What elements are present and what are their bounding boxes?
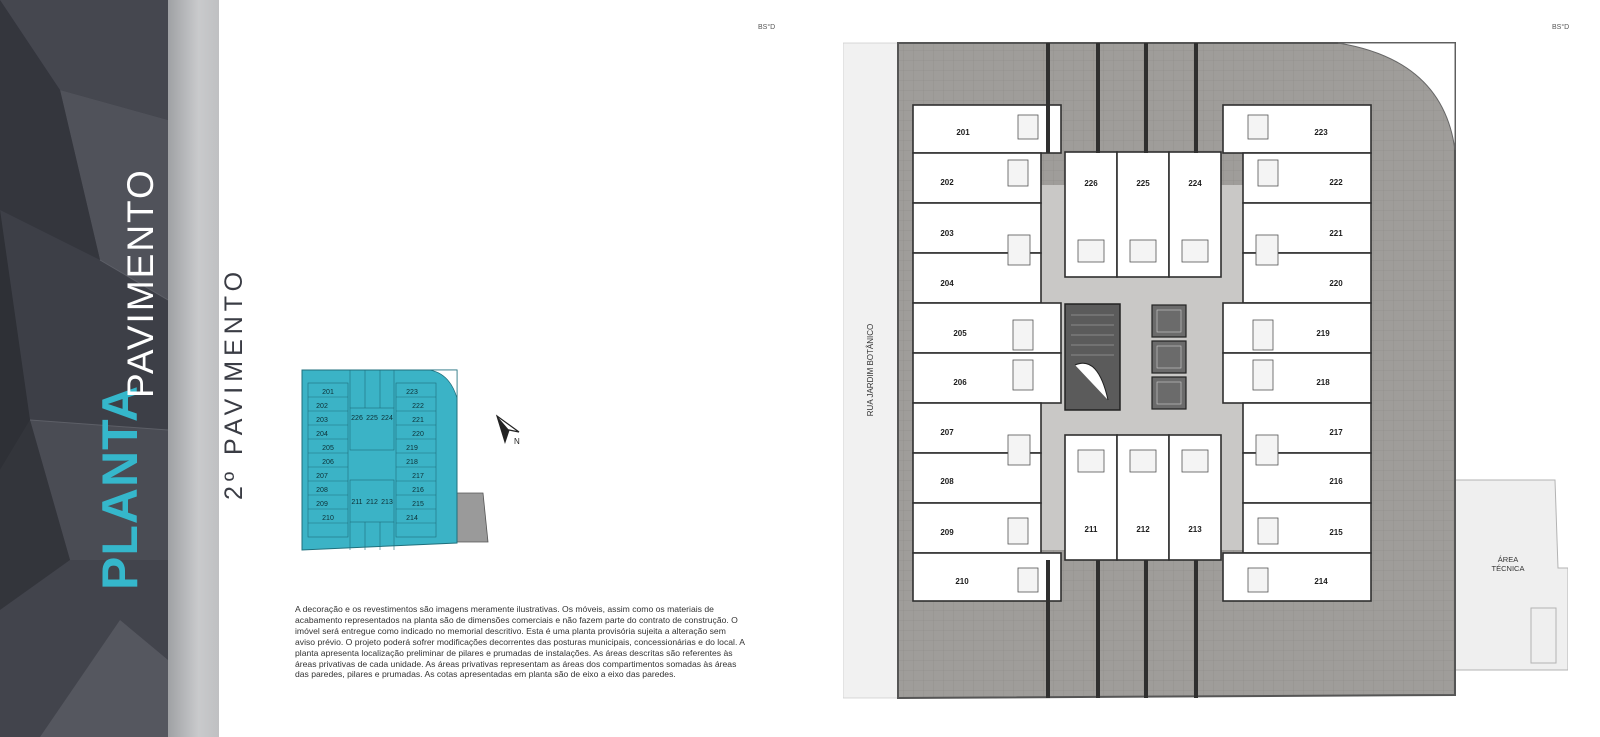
key-unit-220: 220 <box>412 431 424 438</box>
disclaimer-text: A decoração e os revestimentos são imagens meramente ilustrativas. Os móveis, assim como os materiais de acabamento representados na planta são de dimensões comerciais e não fazem parte do contrato de construção. O imóvel será entregue como indicado no memorial descritivo. Esta é uma planta provisória sujeita a alteração sem aviso prévio. O projeto poderá sofrer modificações decorrentes das posturas municipais, concessionárias e do local. A planta apresenta localização preliminar de pilares e prumadas de instalações. As áreas descritas são referentes às áreas privativas de cada unidade. As áreas privativas representam as áreas dos compartimentos somadas às áreas das paredes, pilares e prumadas. As cotas apresentadas em planta são de eixo a eixo das paredes. <box>295 604 745 680</box>
unit-210: 210 <box>955 577 969 586</box>
unit-203: 203 <box>940 229 954 238</box>
street-label: RUA JARDIM BOTÂNICO <box>866 323 875 417</box>
unit-214: 214 <box>1314 577 1328 586</box>
unit-224: 224 <box>1188 179 1202 188</box>
unit-220: 220 <box>1329 279 1343 288</box>
key-unit-204: 204 <box>316 431 328 438</box>
key-unit-212: 212 <box>366 499 378 506</box>
page-code-right: BS°D <box>1552 24 1570 31</box>
key-unit-226: 226 <box>351 415 363 422</box>
key-unit-217: 217 <box>412 473 424 480</box>
key-unit-208: 208 <box>316 487 328 494</box>
floor-plan-drawing <box>843 40 1568 700</box>
unit-218: 218 <box>1316 378 1330 387</box>
key-unit-202: 202 <box>316 403 328 410</box>
accent-strip <box>168 0 219 737</box>
unit-208: 208 <box>940 477 954 486</box>
key-unit-207: 207 <box>316 473 328 480</box>
key-unit-206: 206 <box>322 459 334 466</box>
title-secondary: PAVIMENTO <box>120 168 161 398</box>
key-unit-210: 210 <box>322 515 334 522</box>
key-unit-209: 209 <box>316 501 328 508</box>
unit-202: 202 <box>940 178 954 187</box>
unit-226: 226 <box>1084 179 1098 188</box>
unit-206: 206 <box>953 378 967 387</box>
unit-204: 204 <box>940 279 954 288</box>
key-unit-213: 213 <box>381 499 393 506</box>
key-unit-211: 211 <box>351 499 363 506</box>
key-plan-drawing <box>300 368 490 553</box>
key-unit-214: 214 <box>406 515 418 522</box>
key-unit-205: 205 <box>322 445 334 452</box>
key-unit-219: 219 <box>406 445 418 452</box>
floor-label: 2º PAVIMENTO <box>220 266 248 500</box>
unit-213: 213 <box>1188 525 1202 534</box>
key-unit-222: 222 <box>412 403 424 410</box>
unit-222: 222 <box>1329 178 1343 187</box>
key-unit-225: 225 <box>366 415 378 422</box>
unit-225: 225 <box>1136 179 1150 188</box>
technical-area-line2: TÉCNICA <box>1491 564 1525 573</box>
title-main: PLANTA <box>92 384 148 590</box>
floor-plan <box>843 40 1568 705</box>
key-unit-216: 216 <box>412 487 424 494</box>
compass-letter: N <box>514 437 520 446</box>
unit-211: 211 <box>1084 525 1098 534</box>
unit-217: 217 <box>1329 428 1343 437</box>
page-code-left: BS°D <box>758 24 776 31</box>
technical-area-line1: ÁREA <box>1497 555 1519 564</box>
unit-212: 212 <box>1136 525 1150 534</box>
unit-221: 221 <box>1329 229 1343 238</box>
unit-209: 209 <box>940 528 954 537</box>
unit-207: 207 <box>940 428 954 437</box>
unit-201: 201 <box>956 128 970 137</box>
key-unit-223: 223 <box>406 389 418 396</box>
key-unit-224: 224 <box>381 415 393 422</box>
key-unit-203: 203 <box>316 417 328 424</box>
key-unit-218: 218 <box>406 459 418 466</box>
key-plan <box>300 368 490 558</box>
unit-219: 219 <box>1316 329 1330 338</box>
unit-215: 215 <box>1329 528 1343 537</box>
unit-223: 223 <box>1314 128 1328 137</box>
key-unit-201: 201 <box>322 389 334 396</box>
unit-216: 216 <box>1329 477 1343 486</box>
key-unit-215: 215 <box>412 501 424 508</box>
north-arrow-icon <box>495 414 525 451</box>
unit-205: 205 <box>953 329 967 338</box>
key-unit-221: 221 <box>412 417 424 424</box>
